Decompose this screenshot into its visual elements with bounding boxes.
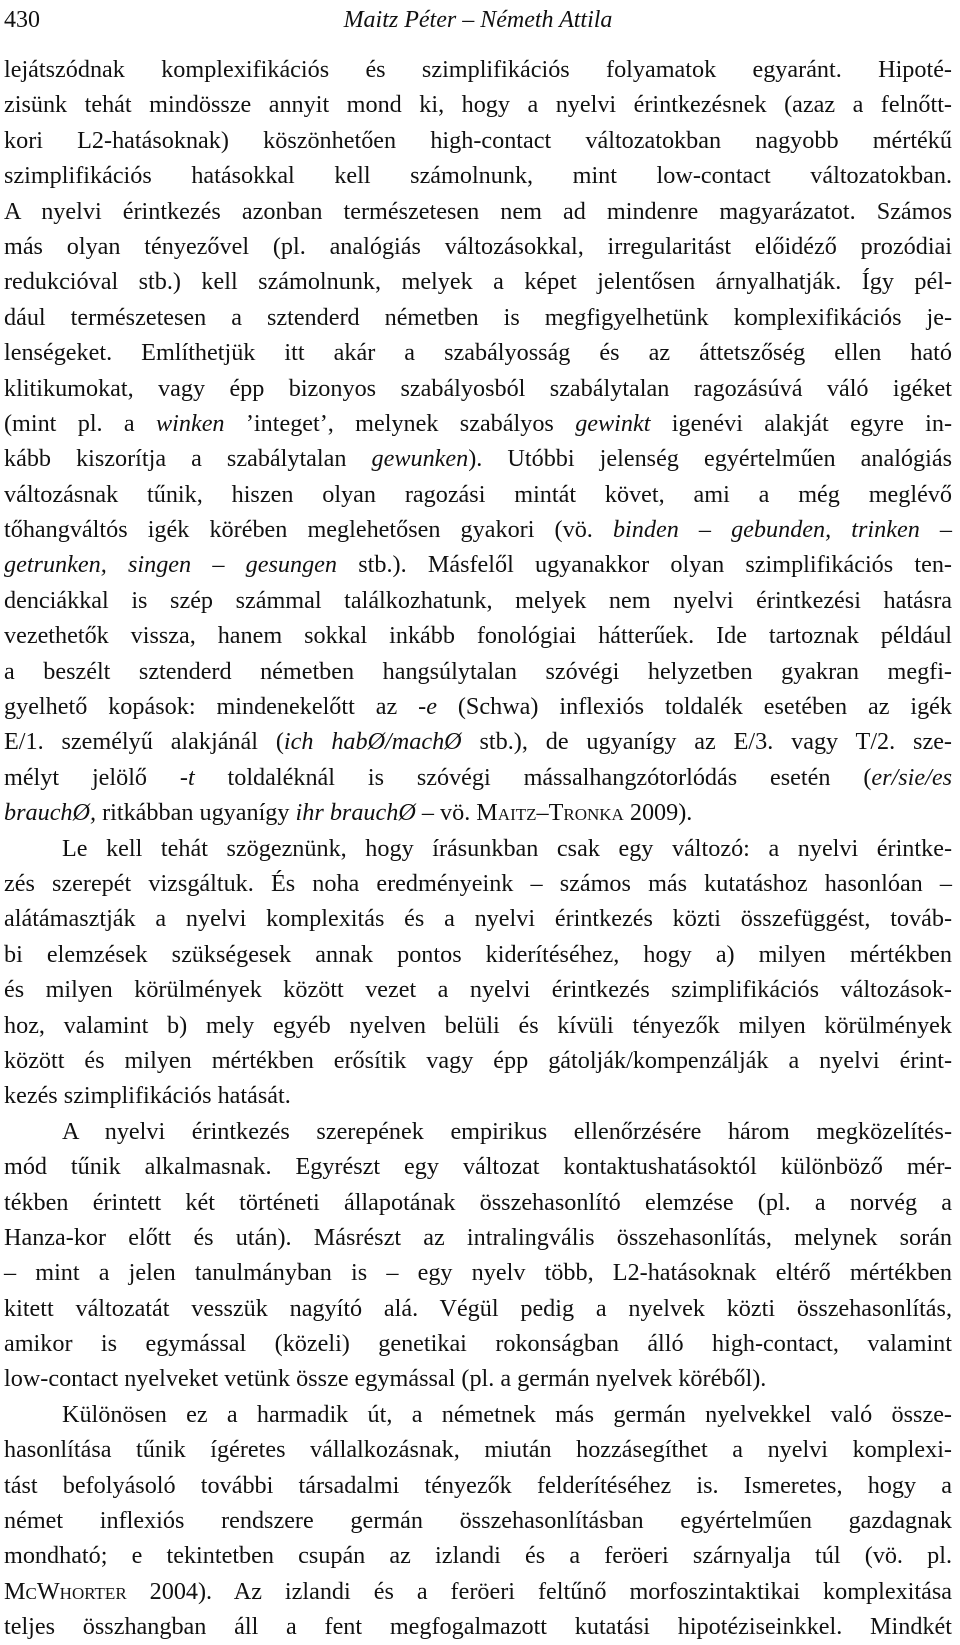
text-line: [4, 229, 952, 264]
italic-text: ihr brauchØ: [295, 799, 416, 827]
text-line: [4, 937, 952, 972]
text-line: [4, 654, 952, 689]
text-segment: német inflexiós rendszere germán összehasonlításban egyértelműen gazdagnak: [4, 1507, 952, 1535]
text-line: [4, 583, 952, 618]
text-segment: bi elemzések szükségesek annak pontos kiderítéséhez, hogy a) milyen mértékben: [4, 940, 952, 968]
italic-text: t: [187, 763, 195, 791]
page-number: 430: [4, 7, 40, 33]
text-segment: teljes összhangban áll a fent megfogalmazott kutatási hipotéziseinkkel. Mindkét: [4, 1613, 952, 1641]
text-segment: hoz, valamint b) mely egyéb nyelven belüli és kívüli tényezők milyen körülmények: [4, 1011, 952, 1039]
italic-text: brauchØ,: [4, 799, 97, 827]
text-segment: kezés szimplifikációs hatását.: [4, 1082, 291, 1110]
italic-text: er/sie/es: [871, 763, 952, 791]
text-line: [4, 1149, 952, 1184]
text-segment: ). Utóbbi jelenség egyértelműen analógiás: [468, 445, 952, 473]
text-segment: a beszélt sztenderd németben hangsúlytalan szóvégi helyzetben gyakran megfi-: [4, 657, 952, 685]
text-line: [4, 1255, 952, 1290]
text-line: [4, 1574, 952, 1609]
text-line: [4, 87, 952, 122]
text-segment: vezethetők vissza, hanem sokkal inkább fonológiai hátterűek. Ide tartoznak például: [4, 622, 952, 650]
text-segment: A nyelvi érintkezés azonban természetesen nem ad mindenre magyarázatot. Számos: [4, 197, 952, 225]
text-line: [4, 1609, 952, 1644]
text-line: [4, 1291, 952, 1326]
text-line: [4, 1397, 952, 1432]
text-segment: változásnak tűnik, hiszen olyan ragozási mintát követ, ami a még meglévő: [4, 480, 952, 508]
text-segment: ritkábban ugyanígy: [96, 799, 296, 827]
text-segment: – vö.: [415, 799, 477, 827]
text-segment: amikor is egymással (közeli) genetikai rokonságban álló high-contact, valamint: [4, 1330, 952, 1358]
text-segment: denciákkal is szép számmal találkozhatunk, melyek nem nyelvi érintkezési hatásra: [4, 586, 952, 614]
italic-text: gewunken: [371, 445, 469, 473]
text-line: [4, 512, 952, 547]
italic-text: binden – gebunden, trinken –: [612, 516, 952, 544]
text-line: [4, 1114, 952, 1149]
text-segment: kitett változatát vesszük nagyító alá. Végül pedig a nyelvek közti összehasonlítás,: [4, 1294, 952, 1322]
text-segment: Különösen ez a harmadik út, a németnek más germán nyelvekkel való össze-: [62, 1400, 952, 1428]
text-segment: hasonlítása tűnik ígéretes vállalkozásnak, miután hozzásegíthet a nyelvi komplexi-: [4, 1436, 952, 1464]
text-line: [4, 618, 952, 653]
text-line: [4, 1008, 952, 1043]
text-segment: kább kiszorítja a szabálytalan: [4, 445, 372, 473]
text-segment: mód tűnik alkalmasnak. Egyrészt egy változat kontaktushatásoktól különböző mér-: [4, 1153, 952, 1181]
text-line: [4, 795, 952, 830]
text-segment: Le kell tehát szögeznünk, hogy írásunkban csak egy változó: a nyelvi érintke-: [62, 834, 952, 862]
text-segment: redukcióval stb.) kell számolnunk, melyek a képet jelentősen árnyalhatják. Így pél-: [4, 268, 952, 296]
italic-text: winken: [156, 409, 225, 437]
text-line: [4, 194, 952, 229]
text-line: [4, 1326, 952, 1361]
text-line: [4, 831, 952, 866]
body-text: [4, 52, 952, 1645]
text-segment: dául természetesen a sztenderd németben is megfigyelhetünk komplexifikációs je-: [4, 303, 952, 331]
text-line: [4, 1220, 952, 1255]
italic-text: getrunken, singen – gesungen: [4, 551, 338, 579]
text-line: [4, 477, 952, 512]
text-segment: tékben érintett két történeti állapotának összehasonlító elemzése (pl. a norvég a: [4, 1188, 952, 1216]
text-line: [4, 1432, 952, 1467]
text-line: [4, 1538, 952, 1573]
text-segment: klitikumokat, vagy épp bizonyos szabályosból szabálytalan ragozásúvá váló igéket: [4, 374, 952, 402]
text-segment: lejátszódnak komplexifikációs és szimplifikációs folyamatok egyaránt. Hipoté-: [4, 56, 952, 83]
text-line: [4, 371, 952, 406]
text-segment: kori L2-hatásoknak) köszönhetően high-contact változatokban nagyobb mértékű: [4, 126, 952, 154]
text-line: [4, 1185, 952, 1220]
text-segment: low-contact nyelveket vetünk össze egymással (pl. a germán nyelvek köréből).: [4, 1365, 767, 1393]
text-line: [4, 52, 952, 87]
text-line: [4, 406, 952, 441]
text-line: [4, 300, 952, 335]
text-segment: toldaléknál is szóvégi mássalhangzótorlódás esetén (: [194, 763, 872, 791]
text-line: [4, 689, 952, 724]
italic-text: e: [426, 693, 437, 721]
text-segment: Hanza-kor előtt és után). Másrészt az intralingvális összehasonlítás, melynek során: [4, 1223, 952, 1251]
text-line: [4, 158, 952, 193]
italic-text: ich habØ/machØ: [283, 728, 462, 756]
text-segment: között és milyen mértékben erősítik vagy épp gátolják/kompenzálják a nyelvi érint-: [4, 1046, 952, 1074]
text-line: [4, 1043, 952, 1078]
text-segment: szimplifikációs hatásokkal kell számolnunk, mint low-contact változatokban.: [4, 162, 952, 190]
text-line: [4, 1503, 952, 1538]
small-caps-text: Maitz–Tronka: [476, 799, 624, 827]
text-segment: (Schwa) inflexiós toldalék esetében az igék: [436, 693, 952, 721]
text-line: [4, 724, 952, 759]
text-segment: zisünk tehát mindössze annyit mond ki, hogy a nyelvi érintkezésnek (azaz a felnőtt-: [4, 91, 952, 119]
text-line: [4, 547, 952, 582]
text-line: [4, 866, 952, 901]
text-segment: igenévi alakját egyre in-: [650, 409, 953, 437]
text-segment: zés szerepét vizsgáltuk. És noha eredményeink – számos más kutatáshoz hasonlóan –: [4, 869, 952, 897]
text-segment: stb.), de ugyanígy az E/3. vagy T/2. sze-: [461, 728, 952, 756]
text-line: [4, 1468, 952, 1503]
text-segment: más olyan tényezővel (pl. analógiás változásokkal, irregularitást előidéző prozódiai: [4, 232, 952, 260]
text-segment: alátámasztják a nyelvi komplexitás és a nyelvi érintkezés közti összefüggést, továb-: [4, 905, 952, 933]
text-line: [4, 264, 952, 299]
text-segment: mélyt jelölő -: [4, 763, 188, 791]
text-line: [4, 1361, 952, 1396]
text-segment: tőhangváltós igék körében meglehetősen gyakori (vö.: [4, 516, 613, 544]
italic-text: gewinkt: [575, 409, 651, 437]
text-line: [4, 123, 952, 158]
text-line: [4, 335, 952, 370]
text-segment: tást befolyásoló további társadalmi tényezők felderítéséhez is. Ismeretes, hogy a: [4, 1471, 952, 1499]
text-line: [4, 972, 952, 1007]
text-segment: (mint pl. a: [4, 409, 157, 437]
text-line: [4, 441, 952, 476]
text-segment: 2009).: [623, 799, 693, 827]
text-segment: stb.). Másfelől ugyanakkor olyan szimplifikációs ten-: [337, 551, 952, 579]
text-segment: E/1. személyű alakjánál (: [4, 728, 284, 756]
text-segment: lenségeket. Említhetjük itt akár a szabályosság és az áttetszőség ellen ható: [4, 339, 952, 367]
text-line: [4, 901, 952, 936]
text-segment: mondható; e tekintetben csupán az izlandi és a feröeri szárnyalja túl (vö. pl.: [4, 1542, 952, 1570]
text-segment: ’integet’, melynek szabályos: [224, 409, 576, 437]
small-caps-text: McWhorter: [4, 1577, 127, 1605]
text-segment: és milyen körülmények között vezet a nyelvi érintkezés szimplifikációs változások-: [4, 976, 952, 1004]
text-segment: – mint a jelen tanulmányban is – egy nyelv több, L2-hatásoknak eltérő mértékben: [4, 1259, 952, 1287]
running-title: Maitz Péter – Németh Attila: [343, 7, 613, 33]
text-segment: gyelhető kopások: mindenekelőtt az -: [4, 693, 427, 721]
text-line: [4, 1078, 952, 1113]
page-header: [4, 3, 952, 37]
text-line: [4, 760, 952, 795]
text-segment: A nyelvi érintkezés szerepének empirikus ellenőrzésére három megközelítés-: [62, 1117, 952, 1145]
text-segment: 2004). Az izlandi és a feröeri feltűnő morfoszintaktikai komplexitása: [126, 1577, 952, 1605]
